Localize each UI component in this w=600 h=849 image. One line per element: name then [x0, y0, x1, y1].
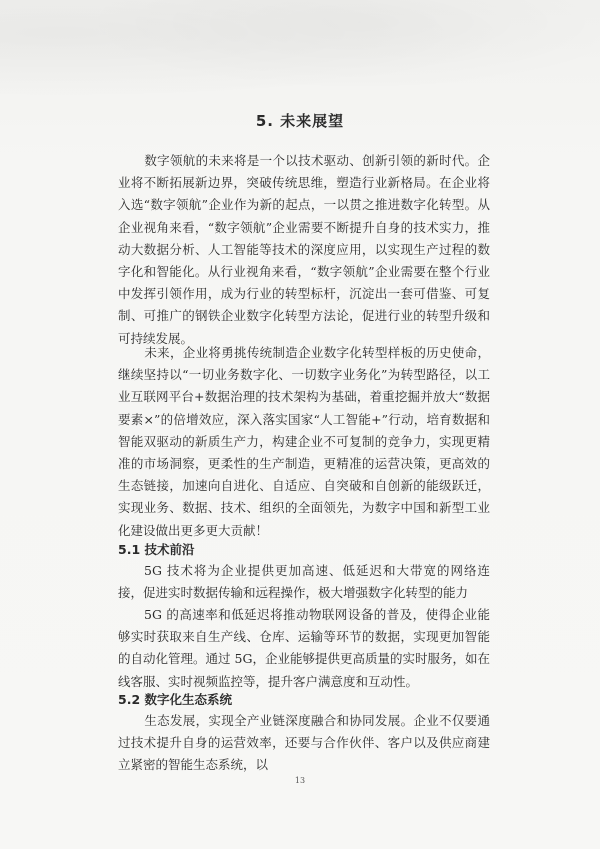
- paragraph-4: [118, 604, 490, 693]
- paragraph-2-text: 未来，企业将勇挑传统制造企业数字化转型样板的历史使命，继续坚持以“一切业务数字化、一切数字业务化”为转型路径，以工业互联网平台+数据治理的技术架构为基础，着重挖掘并放大“数据要素×”的倍增效应，深入落实国家“人工智能+”行动，培育数据和智能双驱动的新质生产力，构建企业不可复制的竞争力，实现更精准的市场洞察，更柔性的生产制造，更精准的运营决策，更高效的生态链接，加速向自进化、自适应、自突破和自创新的能级跃迁，实现业务、数据、技术、组织的全面领先，为数字中国和新型工业化建设做出更多更大贡献！: [118, 345, 490, 538]
- paragraph-1: [118, 150, 490, 350]
- paragraph-3-text: 5G 技术将为企业提供更加高速、低延迟和大带宽的网络连接，促进实时数据传输和远程操作，极大增强数字化转型的能力: [118, 563, 490, 601]
- subsection-heading-tech: 5.1 技术前沿: [118, 542, 195, 557]
- scan-artifact: [0, 0, 600, 110]
- paragraph-1-text: 数字领航的未来将是一个以技术驱动、创新引领的新时代。企业将不断拓展新边界，突破传统思维，塑造行业新格局。在企业将入选“数字领航”企业作为新的起点，一以贯之推进数字化转型。从企业视角来看，“数字领航”企业需要不断提升自身的技术实力，推动大数据分析、人工智能等技术的深度应用，以实现生产过程的数字化和智能化。从行业视角来看，“数字领航”企业需要在整个行业中发挥引领作用，成为行业的转型标杆，沉淀出一套可借鉴、可复制、可推广的钢铁企业数字化转型方法论，促进行业的转型升级和可持续发展。: [118, 153, 490, 346]
- paragraph-5: [118, 710, 490, 777]
- page-number: 13: [294, 776, 306, 785]
- paragraph-5-text: 生态发展，实现全产业链深度融合和协同发展。企业不仅要通过技术提升自身的运营效率，还要与合作伙伴、客户以及供应商建立紧密的智能生态系统，以: [118, 713, 490, 773]
- section-title: 5. 未来展望: [255, 112, 345, 130]
- subsection-heading-ecosystem: 5.2 数字化生态系统: [118, 692, 232, 707]
- paragraph-4-text: 5G 的高速率和低延迟将推动物联网设备的普及，使得企业能够实时获取来自生产线、仓库、运输等环节的数据，实现更加智能的自动化管理。通过 5G，企业能够提供更高质量的实时服务，如在线客服、实时视频监控等，提升客户满意度和互动性。: [118, 607, 490, 689]
- paragraph-2: [118, 342, 490, 542]
- paragraph-3: [118, 560, 490, 604]
